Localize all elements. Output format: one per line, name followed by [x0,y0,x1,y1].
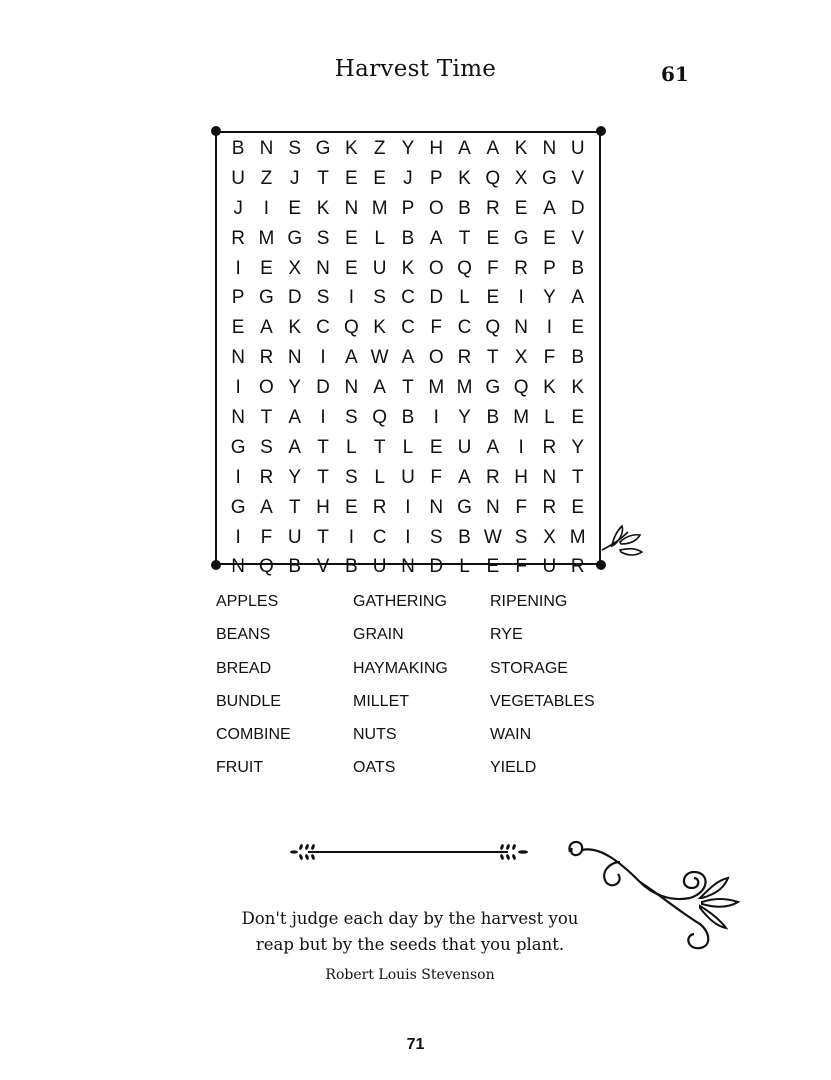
grid-letter[interactable]: T [458,227,471,249]
word-item: VEGETABLES [490,692,595,710]
grid-letter[interactable]: T [317,526,329,548]
grid-letter[interactable]: W [370,347,389,369]
grid-letter[interactable]: Y [401,137,415,159]
grid-letter[interactable]: N [344,377,359,399]
grid-letter[interactable]: N [316,257,330,279]
grid-letter[interactable]: A [373,377,386,399]
grid-letter[interactable]: X [514,167,528,189]
grid-letter[interactable]: E [344,257,358,279]
grid-letter[interactable]: C [401,287,415,309]
page-number: 71 [406,1036,425,1053]
word-item: MILLET [353,692,410,710]
grid-letter[interactable]: V [316,556,330,578]
grid-letter[interactable]: I [348,526,354,548]
grid-letter[interactable]: L [459,287,470,309]
grid-letter[interactable]: Y [543,287,556,309]
grid-letter[interactable]: C [457,317,472,339]
word-item: WAIN [490,726,532,744]
leaf-sprig-icon [600,520,650,570]
grid-letter[interactable]: K [458,167,471,189]
grid-letter[interactable]: U [457,436,472,458]
grid-letter[interactable]: H [514,466,528,488]
grid-letter[interactable]: I [235,526,241,548]
grid-letter[interactable]: D [429,556,444,578]
grid-letter[interactable]: O [428,347,444,369]
grid-letter[interactable]: Q [485,167,501,189]
grid-letter[interactable]: I [348,287,354,309]
grid-letter[interactable]: N [429,496,444,518]
grid-letter[interactable]: M [258,227,275,249]
grid-letter[interactable]: P [231,287,245,309]
word-item: BREAD [216,659,272,677]
grid-letter[interactable]: G [230,496,246,518]
grid-letter[interactable]: R [570,556,585,578]
grid-letter[interactable]: Q [485,317,501,339]
grid-letter[interactable]: M [456,377,473,399]
grid-letter[interactable]: A [344,347,358,369]
grid-letter[interactable]: H [429,137,444,159]
grid-letter[interactable]: A [260,317,273,339]
grid-letter[interactable]: O [428,257,444,279]
grid-letter[interactable]: S [429,526,443,548]
grid-letter[interactable]: J [289,167,300,189]
grid-letter[interactable]: N [401,556,415,578]
grid-letter[interactable]: X [514,347,528,369]
grid-letter[interactable]: R [542,436,557,458]
grid-letter[interactable]: S [514,526,528,548]
grid-letter[interactable]: J [403,167,413,189]
grid-letter[interactable]: K [373,317,386,339]
frame-corner-dot [596,126,606,136]
grid-letter[interactable]: N [231,406,246,428]
grid-letter[interactable]: M [428,377,445,399]
word-item: HAYMAKING [353,659,448,677]
grid-letter[interactable]: R [259,466,274,488]
grid-letter[interactable]: H [316,496,330,518]
grid-letter[interactable]: E [344,496,358,518]
grid-letter[interactable]: I [235,466,241,488]
grid-letter[interactable]: T [317,167,329,189]
grid-letter[interactable]: T [373,436,386,458]
grid-letter[interactable]: S [260,436,273,458]
grid-letter[interactable]: R [259,347,274,369]
grid-letter[interactable]: K [543,377,556,399]
word-item: GATHERING [353,593,447,610]
grid-letter[interactable]: O [428,197,444,219]
grid-letter[interactable]: B [486,406,500,428]
grid-letter[interactable]: F [430,317,443,339]
word-search-grid[interactable] [224,134,592,582]
grid-letter[interactable]: E [288,197,302,219]
grid-letter[interactable]: E [571,496,585,518]
grid-letter[interactable]: K [571,377,585,399]
grid-letter[interactable]: D [429,287,444,309]
grid-letter[interactable]: A [288,406,302,428]
word-item: BUNDLE [216,692,281,710]
grid-letter[interactable]: C [316,317,330,339]
grid-letter[interactable]: A [486,436,500,458]
grid-letter[interactable]: Y [288,377,302,399]
grid-letter[interactable]: A [458,466,471,488]
grid-letter[interactable]: U [372,257,387,279]
grid-letter[interactable]: E [373,167,386,189]
grid-letter[interactable]: M [513,406,530,428]
grid-letter[interactable]: Z [260,167,273,189]
grid-letter[interactable]: N [485,496,500,518]
grid-letter[interactable]: N [344,197,359,219]
grid-letter[interactable]: L [346,436,357,458]
grid-letter[interactable]: T [317,436,329,458]
grid-letter[interactable]: K [401,257,415,279]
word-list-column [353,592,493,792]
grid-letter[interactable]: E [571,317,585,339]
grid-letter[interactable]: A [543,197,556,219]
grid-letter[interactable]: N [231,556,246,578]
grid-letter[interactable]: N [231,347,246,369]
grid-letter[interactable]: Q [457,257,472,279]
grid-letter[interactable]: S [316,287,330,309]
grid-letter[interactable]: B [458,197,471,219]
grid-letter[interactable]: B [401,406,415,428]
grid-letter[interactable]: S [288,137,302,159]
grid-letter[interactable]: N [542,466,557,488]
grid-letter[interactable]: P [429,167,443,189]
grid-letter[interactable]: B [458,526,471,548]
grid-letter[interactable]: E [486,287,500,309]
grid-letter[interactable]: B [571,257,585,279]
grid-letter[interactable]: X [288,257,302,279]
grid-letter[interactable]: A [486,137,500,159]
grid-letter[interactable]: T [571,466,584,488]
grid-letter[interactable]: I [546,317,553,339]
grid-letter[interactable]: I [405,496,411,518]
grid-letter[interactable]: R [514,257,528,279]
word-item: BEANS [216,626,271,644]
grid-letter[interactable]: D [316,377,330,399]
grid-letter[interactable]: N [542,137,557,159]
grid-letter[interactable]: Y [458,406,471,428]
quote-line: Don't judge each day by the harvest you [241,909,579,928]
grid-letter[interactable]: C [372,526,387,548]
grid-letter[interactable]: R [485,466,500,488]
word-list-column [490,592,640,792]
word-item: RIPENING [490,593,568,610]
grid-letter[interactable]: S [344,466,358,488]
grid-letter[interactable]: G [230,436,246,458]
grid-letter[interactable]: A [458,137,471,159]
word-item: YIELD [490,759,537,777]
grid-letter[interactable]: K [316,197,330,219]
word-item: NUTS [353,726,397,744]
grid-letter[interactable]: B [401,227,415,249]
grid-letter[interactable]: G [315,137,331,159]
grid-letter[interactable]: M [371,197,388,219]
arrow-divider-icon [288,838,538,878]
frame-corner-dot [211,126,221,136]
grid-letter[interactable]: A [288,436,302,458]
word-list-column [216,592,356,792]
grid-letter[interactable]: E [514,197,528,219]
grid-letter[interactable]: E [231,317,245,339]
grid-letter[interactable]: I [405,526,411,548]
grid-letter[interactable]: R [485,197,500,219]
grid-letter[interactable]: J [233,197,243,219]
grid-letter[interactable]: U [287,526,302,548]
grid-letter[interactable]: S [373,287,386,309]
grid-letter[interactable]: U [231,167,246,189]
grid-letter[interactable]: Y [288,466,302,488]
grid-letter[interactable]: F [515,556,527,578]
grid-letter[interactable]: E [543,227,556,249]
grid-letter[interactable]: Q [513,377,529,399]
grid-letter[interactable]: U [372,556,387,578]
grid-letter[interactable]: F [430,466,443,488]
grid-letter[interactable]: U [401,466,415,488]
grid-letter[interactable]: T [487,347,499,369]
grid-letter[interactable]: A [429,227,443,249]
grid-letter[interactable]: U [542,556,557,578]
grid-letter[interactable]: S [344,406,358,428]
grid-letter[interactable]: W [483,526,502,548]
grid-letter[interactable]: Q [372,406,388,428]
grid-letter[interactable]: X [543,526,556,548]
word-item: RYE [490,626,523,644]
word-item: APPLES [216,593,279,610]
grid-letter[interactable]: G [287,227,303,249]
grid-letter[interactable]: E [429,436,443,458]
grid-letter[interactable]: R [542,496,557,518]
grid-letter[interactable]: I [518,436,524,458]
word-item: STORAGE [490,659,568,677]
grid-letter[interactable]: E [344,167,358,189]
grid-letter[interactable]: K [514,137,528,159]
grid-letter[interactable]: L [374,466,385,488]
grid-letter[interactable]: G [542,167,557,189]
grid-letter[interactable]: Y [571,436,585,458]
grid-letter[interactable]: B [231,137,245,159]
grid-letter[interactable]: T [402,377,414,399]
grid-letter[interactable]: E [344,227,358,249]
grid-letter[interactable]: O [259,377,274,399]
word-item: COMBINE [216,726,291,744]
grid-letter[interactable]: L [374,227,385,249]
grid-letter[interactable]: T [260,406,273,428]
grid-letter[interactable]: N [259,137,274,159]
page-title: Harvest Time [334,56,497,82]
grid-letter[interactable]: K [344,137,358,159]
grid-letter[interactable]: P [401,197,415,219]
grid-letter[interactable]: R [457,347,472,369]
grid-letter[interactable]: M [569,526,586,548]
grid-letter[interactable]: B [571,347,585,369]
grid-letter[interactable]: I [518,287,524,309]
grid-letter[interactable]: Z [373,137,386,159]
quote-line: reap but by the seeds that you plant. [255,935,565,954]
grid-letter[interactable]: A [401,347,415,369]
grid-letter[interactable]: V [571,167,585,189]
grid-letter[interactable]: D [287,287,302,309]
grid-letter[interactable]: G [457,496,472,518]
grid-letter[interactable]: F [260,526,273,548]
grid-letter[interactable]: I [320,347,326,369]
grid-letter[interactable]: F [543,347,556,369]
grid-letter[interactable]: R [231,227,246,249]
word-item: OATS [353,759,396,777]
grid-letter[interactable]: T [288,496,301,518]
grid-letter[interactable]: L [459,556,470,578]
grid-letter[interactable]: S [316,227,330,249]
grid-letter[interactable]: G [513,227,529,249]
grid-letter[interactable]: L [402,436,414,458]
word-item: GRAIN [353,626,404,644]
grid-letter[interactable]: B [288,556,302,578]
grid-letter[interactable]: G [485,377,501,399]
grid-letter[interactable]: N [514,317,528,339]
grid-letter[interactable]: V [571,227,585,249]
grid-letter[interactable]: I [320,406,326,428]
grid-letter[interactable]: Q [259,556,274,578]
grid-letter[interactable]: C [401,317,415,339]
grid-letter[interactable]: U [570,137,585,159]
quote-text [200,906,620,958]
quote-author: Robert Louis Stevenson [325,967,495,983]
grid-letter[interactable]: E [260,257,273,279]
grid-letter[interactable]: A [571,287,585,309]
grid-letter[interactable]: E [486,556,500,578]
grid-letter[interactable]: A [260,496,273,518]
grid-letter[interactable]: F [515,496,527,518]
grid-letter[interactable]: G [259,287,274,309]
grid-letter[interactable]: K [288,317,302,339]
grid-letter[interactable]: P [543,257,556,279]
grid-letter[interactable]: T [317,466,329,488]
grid-letter[interactable]: E [571,406,585,428]
frame-corner-dot [211,560,221,570]
puzzle-number: 61 [661,62,689,86]
grid-letter[interactable]: B [344,556,358,578]
grid-letter[interactable]: I [235,377,241,399]
grid-letter[interactable]: R [372,496,387,518]
grid-letter[interactable]: N [287,347,302,369]
word-item: FRUIT [216,759,264,777]
grid-letter[interactable]: I [235,257,241,279]
grid-letter[interactable]: I [433,406,439,428]
grid-letter[interactable]: L [544,406,555,428]
grid-letter[interactable]: Q [343,317,359,339]
grid-letter[interactable]: F [487,257,499,279]
grid-letter[interactable]: I [263,197,270,219]
grid-letter[interactable]: E [486,227,500,249]
grid-letter[interactable]: D [570,197,585,219]
